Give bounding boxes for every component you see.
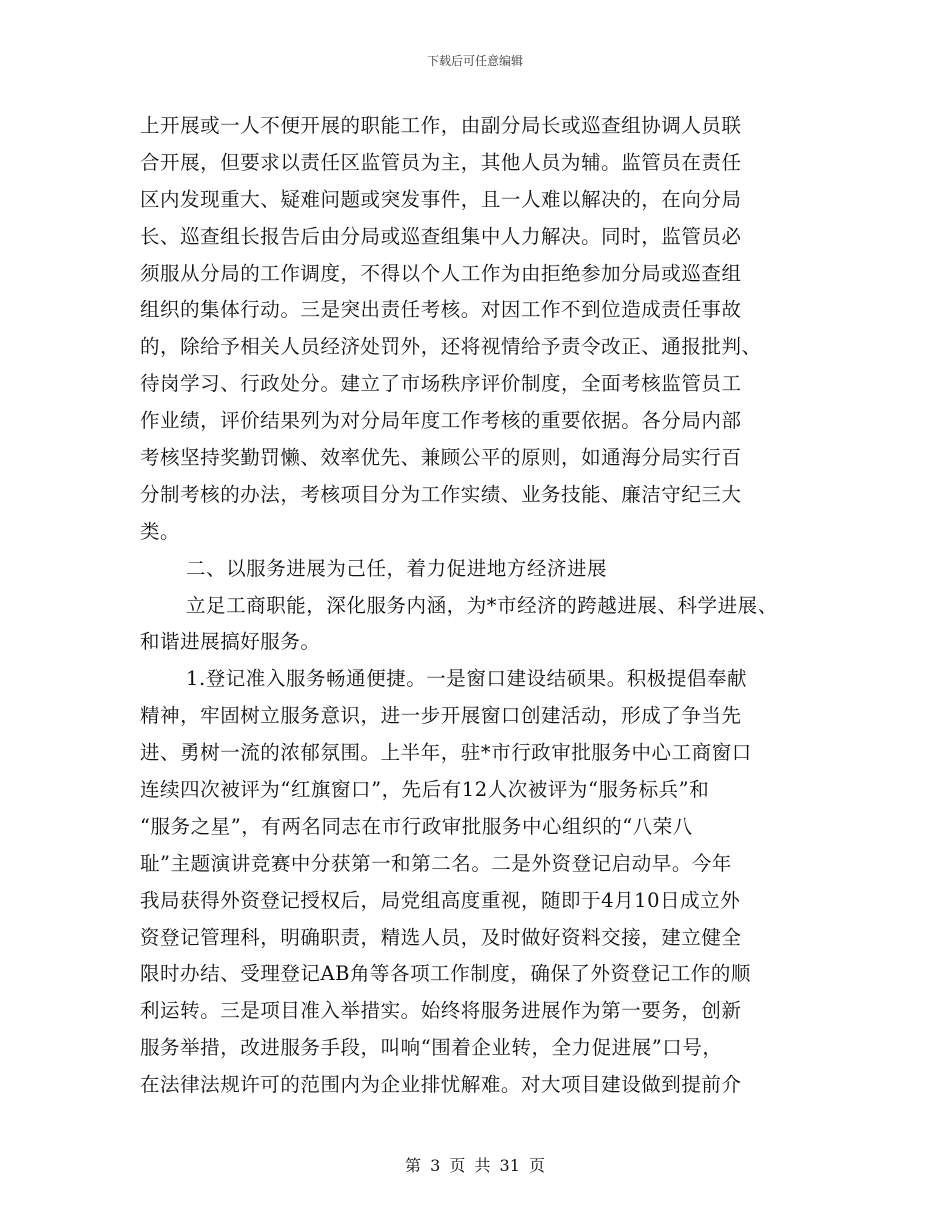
section-heading: 二、以服务进展为己任，着力促进地方经济进展 [186, 556, 608, 580]
text-line: 立足工商职能，深化服务内涵，为*市经济的跨越进展、科学进展、 [186, 593, 778, 617]
text-line: 长、巡查组长报告后由分局或巡查组集中人力解决。同时，监管员必 [140, 224, 742, 248]
text-line: 限时办结、受理登记AB角等各项工作制度，确保了外资登记工作的顺 [140, 962, 751, 986]
text-line: 的，除给予相关人员经济处罚外，还将视情给予责令改正、通报批判、 [140, 335, 762, 359]
text-line: 精神，牢固树立服务意识，进一步开展窗口创建活动，形成了争当先 [140, 704, 742, 728]
text-line: 合开展，但要求以责任区监管员为主，其他人员为辅。监管员在责任 [140, 150, 742, 174]
text-line: 考核坚持奖勤罚懒、效率优先、兼顾公平的原则，如通海分局实行百 [140, 446, 742, 470]
page-header-note: 下载后可任意编辑 [426, 54, 523, 68]
text-line: 区内发现重大、疑难问题或突发事件，且一人难以解决的，在向分局 [140, 187, 742, 211]
text-line: 资登记管理科，明确职责，精选人员，及时做好资料交接，建立健全 [140, 925, 742, 949]
text-line: 待岗学习、行政处分。建立了市场秩序评价制度，全面考核监管员工 [140, 372, 742, 396]
text-line: 分制考核的办法，考核项目分为工作实绩、业务技能、廉洁守纪三大 [140, 482, 742, 506]
text-line: “服务之星”，有两名同志在市行政审批服务中心组织的“八荣八 [140, 814, 693, 838]
text-line: 须服从分局的工作调度，不得以个人工作为由拒绝参加分局或巡查组 [140, 261, 742, 285]
text-line: 上开展或一人不便开展的职能工作，由副分局长或巡查组协调人员联 [140, 114, 742, 137]
page-number-footer: 第 3 页 共 31 页 [405, 1156, 545, 1175]
text-line: 进、勇树一流的浓郁氛围。上半年，驻*市行政审批服务中心工商窗口 [140, 741, 752, 765]
text-line: 耻”主题演讲竞赛中分获第一和第二名。二是外资登记启动早。今年 [140, 851, 732, 875]
text-line: 利运转。三是项目准入举措实。始终将服务进展作为第一要务，创新 [140, 999, 742, 1023]
text-line: 连续四次被评为“红旗窗口”，先后有12人次被评为“服务标兵”和 [140, 778, 710, 802]
document-body [140, 108, 820, 1104]
text-line: 1.登记准入服务畅通便捷。一是窗口建设结硕果。积极提倡奉献 [186, 667, 748, 691]
text-line: 在法律法规许可的范围内为企业排忧解难。对大项目建设做到提前介 [140, 1073, 742, 1097]
text-line: 组织的集体行动。三是突出责任考核。对因工作不到位造成责任事故 [140, 298, 742, 322]
text-line: 作业绩，评价结果列为对分局年度工作考核的重要依据。各分局内部 [140, 409, 742, 433]
text-line: 类。 [140, 519, 181, 543]
text-line: 服务举措，改进服务手段，叫响“围着企业转，全力促进展”口号， [140, 1036, 723, 1060]
text-line: 我局获得外资登记授权后，局党组高度重视，随即于4月10日成立外 [140, 888, 741, 912]
text-line: 和谐进展搞好服务。 [140, 630, 321, 654]
